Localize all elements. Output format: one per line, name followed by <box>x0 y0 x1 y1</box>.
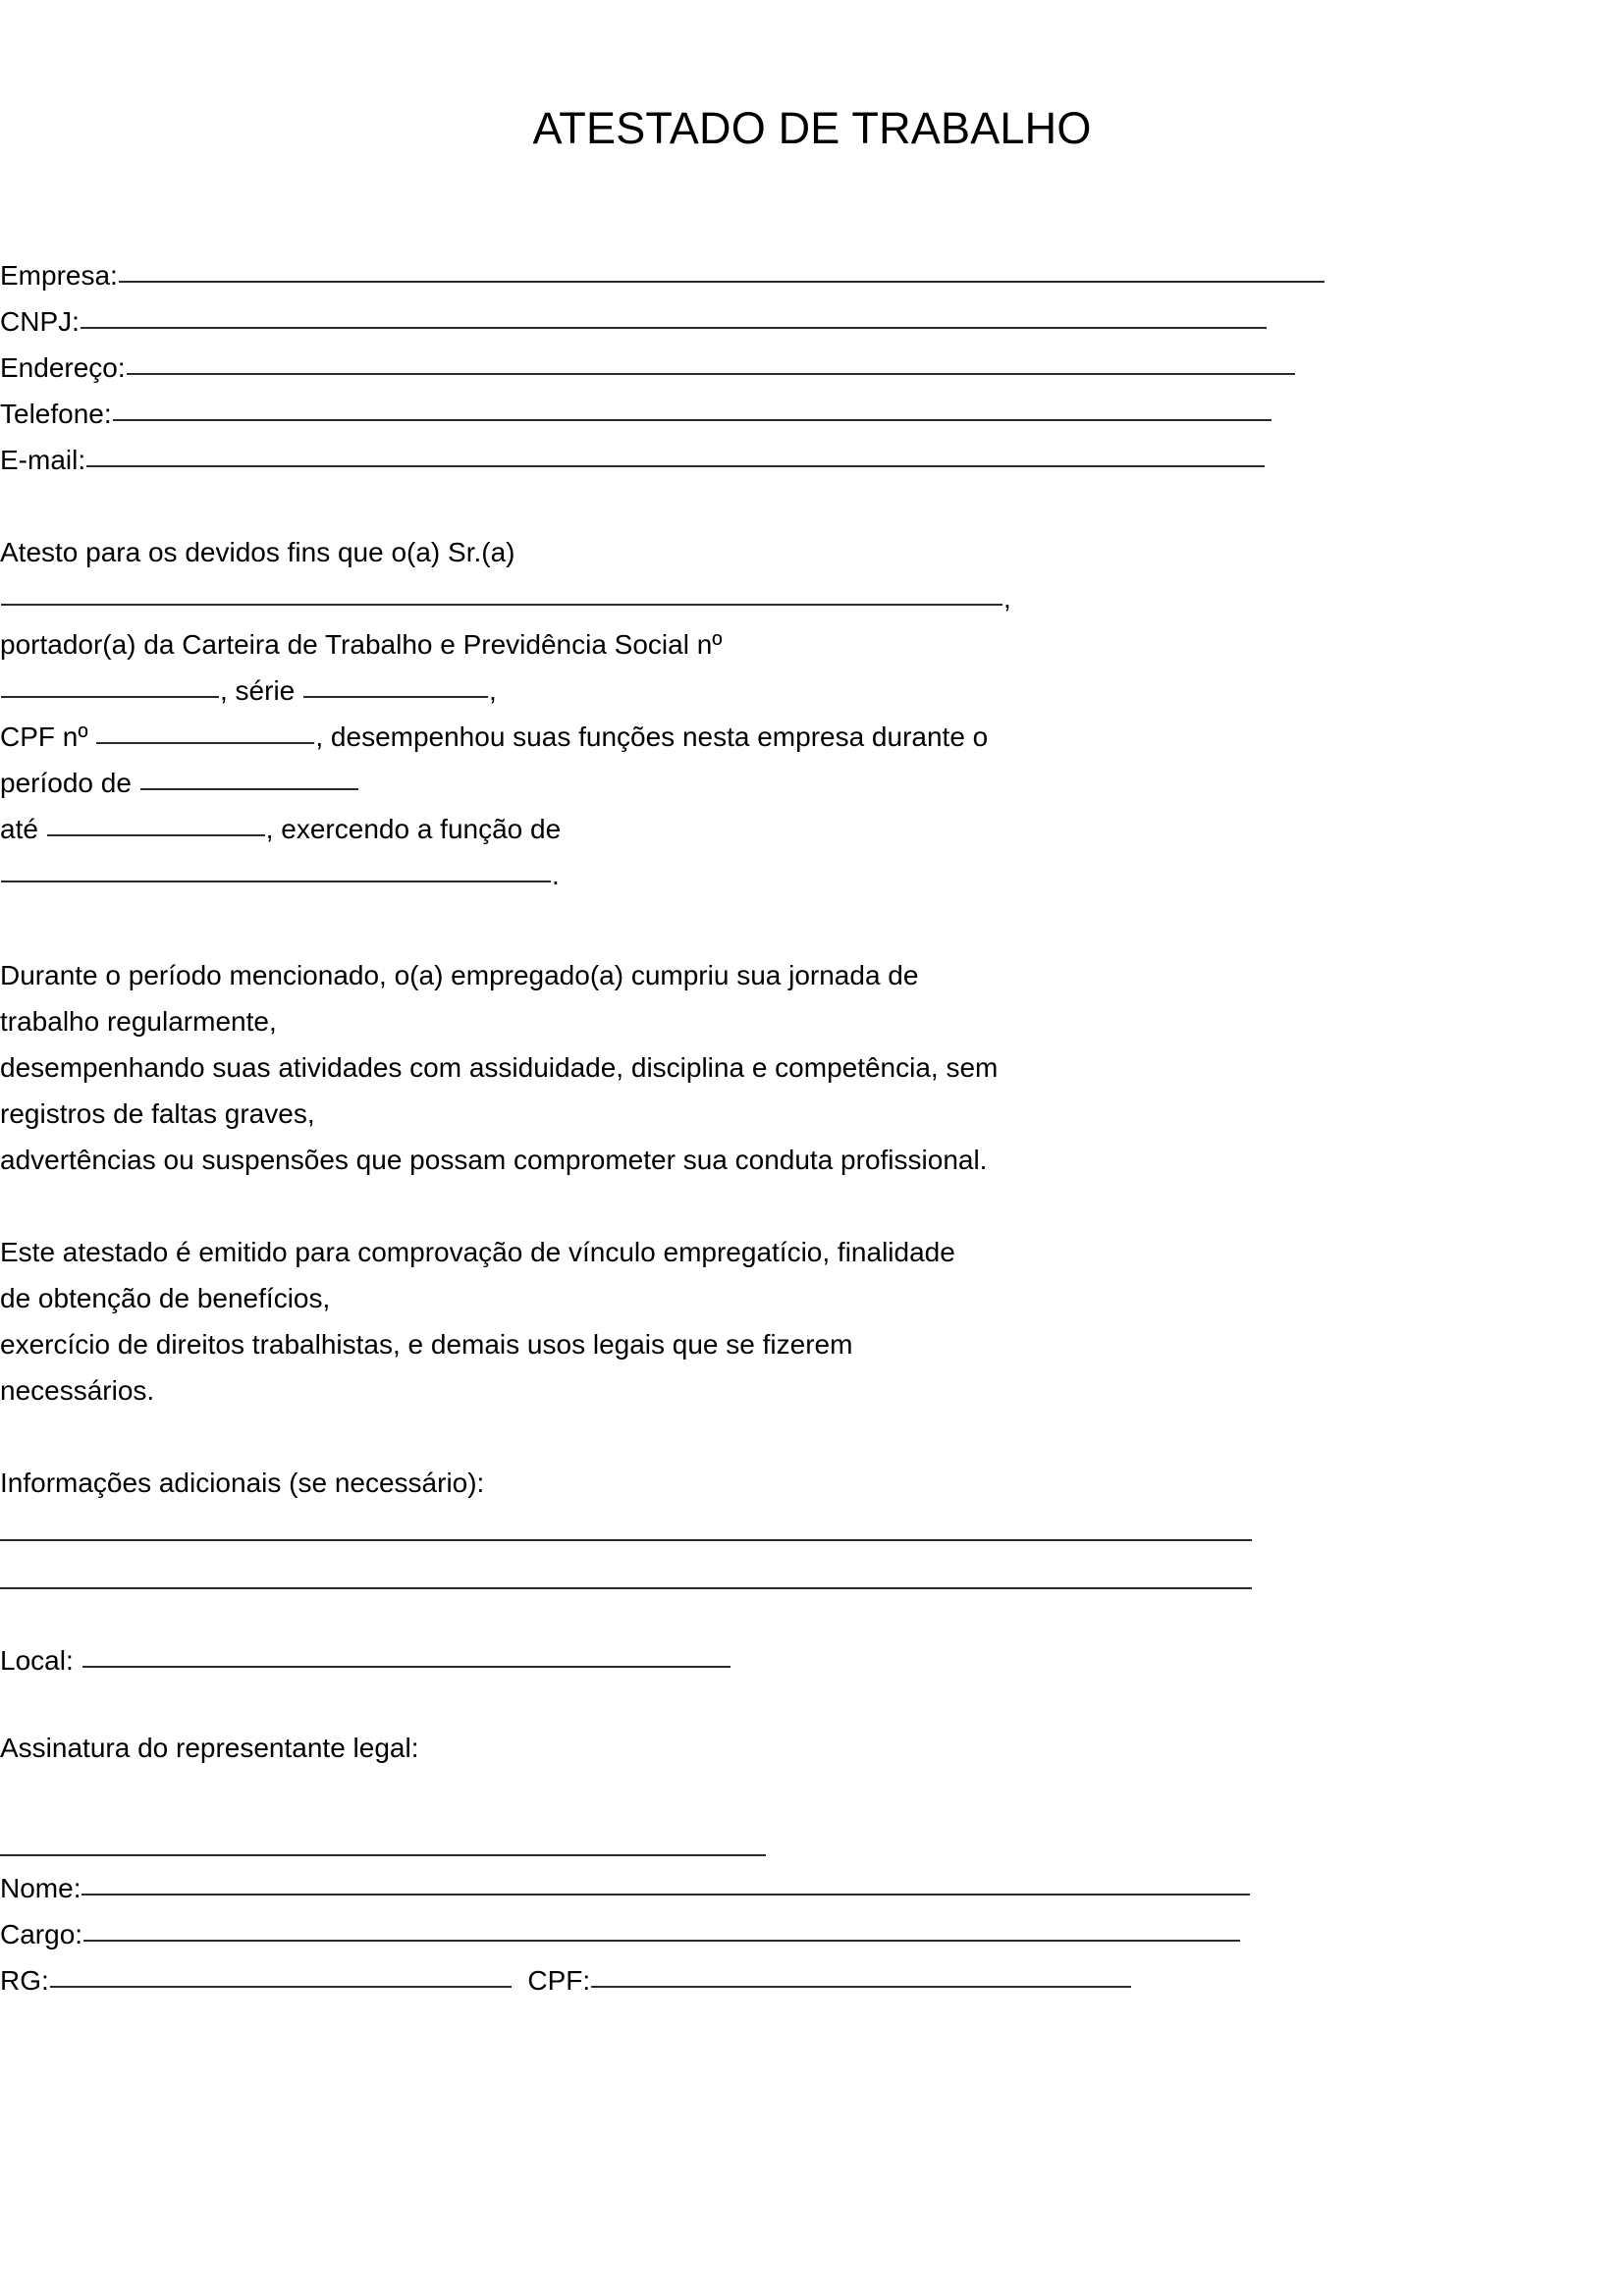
field-local-rule[interactable] <box>82 1666 731 1668</box>
intro-statement <box>0 536 515 569</box>
field-funcao[interactable] <box>0 859 560 892</box>
field-periodo-fim[interactable] <box>0 813 561 846</box>
signature-label: Assinatura do representante legal: <box>0 1733 419 1763</box>
intro-statement-text: Atesto para os devidos fins que o(a) Sr.(a) <box>0 537 515 567</box>
ctps-label-line <box>0 628 723 662</box>
field-cargo-rule[interactable] <box>83 1940 1240 1942</box>
field-endereco-label: Endereço: <box>0 352 126 383</box>
field-cpf-employee-tail: , desempenhou suas funções nesta empresa durante o <box>315 721 989 752</box>
field-cpf-employee-rule[interactable] <box>96 742 314 744</box>
field-rg-cpf[interactable] <box>0 1964 1132 1998</box>
field-cargo[interactable] <box>0 1918 1241 1951</box>
field-telefone[interactable] <box>0 398 1272 431</box>
field-cpf-employee-label: CPF nº <box>0 721 88 752</box>
field-email[interactable] <box>0 444 1266 477</box>
paragraph-conduct-line-1: Durante o período mencionado, o(a) empregado(a) cumpriu sua jornada de <box>0 960 919 990</box>
field-ctps-number-rule[interactable] <box>1 696 219 698</box>
field-rg-rule[interactable] <box>50 1986 512 1988</box>
field-periodo-fim-tail: , exercendo a função de <box>265 814 562 844</box>
field-periodo-label: período de <box>0 768 132 798</box>
field-rg-label: RG: <box>0 1965 49 1996</box>
field-local-label: Local: <box>0 1645 74 1676</box>
additional-info-rule-2[interactable] <box>0 1587 1252 1589</box>
field-email-label: E-mail: <box>0 445 86 475</box>
field-serie-label: , série <box>220 675 296 706</box>
field-cnpj-label: CNPJ: <box>0 306 80 337</box>
field-ctps-serie[interactable] <box>0 674 497 708</box>
field-cpf-employee[interactable] <box>0 721 988 754</box>
field-telefone-rule[interactable] <box>113 419 1272 421</box>
paragraph-purpose-line-3: exercício de direitos trabalhistas, e demais usos legais que se fizerem <box>0 1329 853 1360</box>
paragraph-conduct-line-5: advertências ou suspensões que possam comprometer sua conduta profissional. <box>0 1145 988 1175</box>
paragraph-purpose-line-2: de obtenção de benefícios, <box>0 1283 331 1313</box>
paragraph-purpose-line-4: necessários. <box>0 1375 155 1406</box>
page-title: ATESTADO DE TRABALHO <box>532 103 1092 153</box>
field-periodo-fim-rule[interactable] <box>47 834 265 836</box>
paragraph-purpose-line-1: Este atestado é emitido para comprovação de vínculo empregatício, finalidade <box>0 1237 955 1267</box>
field-nome[interactable] <box>0 1872 1251 1905</box>
field-cpf-signatory-rule[interactable] <box>591 1986 1131 1988</box>
field-telefone-label: Telefone: <box>0 399 112 429</box>
field-nome-label: Nome: <box>0 1873 81 1903</box>
field-local[interactable] <box>0 1644 731 1678</box>
field-periodo-inicio[interactable] <box>0 767 359 800</box>
field-empresa-rule[interactable] <box>119 281 1325 283</box>
field-cnpj-rule[interactable] <box>81 327 1267 329</box>
field-empresa[interactable] <box>0 259 1326 293</box>
field-funcao-tail: . <box>552 860 560 890</box>
field-endereco-rule[interactable] <box>127 373 1295 375</box>
field-employee-name[interactable] <box>0 582 1011 615</box>
field-endereco[interactable] <box>0 351 1296 385</box>
field-employee-name-tail: , <box>1003 583 1011 614</box>
field-empresa-label: Empresa: <box>0 260 118 291</box>
field-cargo-label: Cargo: <box>0 1919 83 1949</box>
additional-info-rule-1[interactable] <box>0 1539 1252 1541</box>
additional-info-label: Informações adicionais (se necessário): <box>0 1468 485 1498</box>
field-ate-label: até <box>0 814 38 844</box>
signature-rule[interactable] <box>0 1854 766 1856</box>
field-email-rule[interactable] <box>86 465 1265 467</box>
ctps-label-text: portador(a) da Carteira de Trabalho e Previdência Social nº <box>0 629 723 660</box>
field-funcao-rule[interactable] <box>1 881 551 882</box>
field-serie-rule[interactable] <box>303 696 488 698</box>
field-nome-rule[interactable] <box>81 1894 1250 1896</box>
field-periodo-inicio-rule[interactable] <box>140 788 358 790</box>
field-employee-name-rule[interactable] <box>1 604 1002 606</box>
field-serie-tail: , <box>489 675 497 706</box>
field-cnpj[interactable] <box>0 305 1268 339</box>
field-cpf-signatory-label: CPF: <box>527 1965 591 1996</box>
paragraph-conduct-line-4: registros de faltas graves, <box>0 1098 315 1129</box>
paragraph-conduct-line-2: trabalho regularmente, <box>0 1006 277 1037</box>
paragraph-conduct-line-3: desempenhando suas atividades com assiduidade, disciplina e competência, sem <box>0 1052 999 1083</box>
